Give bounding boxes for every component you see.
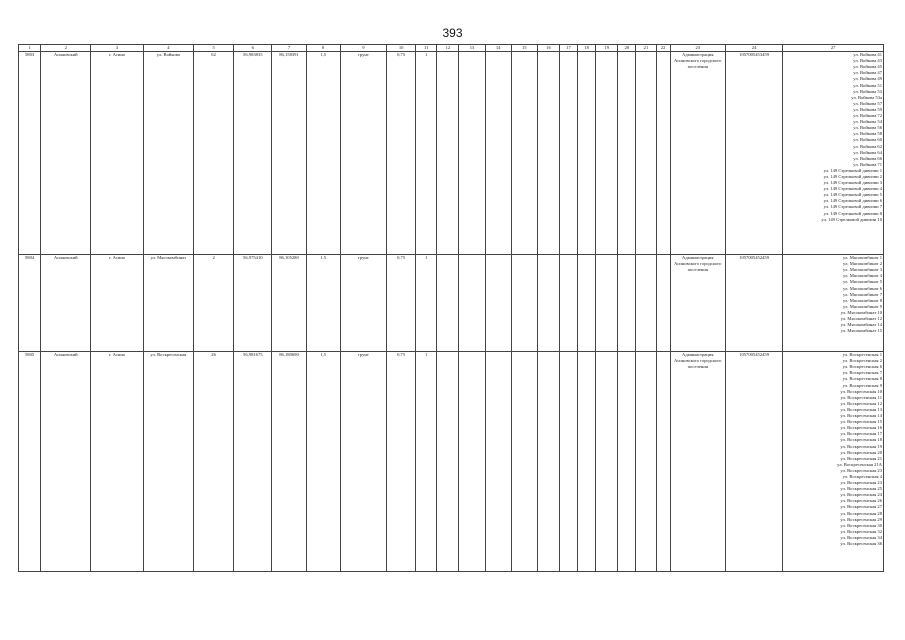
table-cell bbox=[537, 255, 559, 352]
table-cell: 5804 bbox=[19, 255, 41, 352]
column-number: 9 bbox=[340, 45, 386, 52]
address-line: ул. Воскресенская 23 bbox=[840, 467, 882, 473]
table-cell bbox=[636, 52, 656, 255]
table-cell: 5805 bbox=[19, 352, 41, 572]
table-cell: 1 bbox=[416, 352, 437, 572]
table-cell bbox=[636, 255, 656, 352]
address-line: ул. Мясокомбинат 2 bbox=[843, 261, 882, 267]
table-cell bbox=[618, 255, 636, 352]
table-cell: 0,75 bbox=[387, 255, 416, 352]
table-cell: 1 bbox=[416, 52, 437, 255]
table-cell: 56,975410 bbox=[234, 255, 272, 352]
column-number: 17 bbox=[560, 45, 578, 52]
address-line: ул. Войкова 43 bbox=[853, 58, 882, 64]
address-line: ул. 149 Стрелковой дивизии 3 bbox=[823, 180, 882, 186]
table-cell: ул. Воскресенская bbox=[143, 352, 193, 572]
address-line: ул. Мясокомбинат 14 bbox=[840, 322, 882, 328]
table-cell: 1 bbox=[416, 255, 437, 352]
address-line: ул. Воскресенская 2 bbox=[842, 358, 882, 364]
table-cell bbox=[636, 352, 656, 572]
table-cell bbox=[578, 52, 596, 255]
column-number: 19 bbox=[596, 45, 618, 52]
table-cell bbox=[537, 352, 559, 572]
address-line: ул. Войкова 47 bbox=[853, 70, 882, 76]
address-line: ул. Воскресенская 16 bbox=[840, 425, 882, 431]
column-number: 14 bbox=[485, 45, 511, 52]
table-cell: 1057005452459 bbox=[725, 255, 782, 352]
address-line: ул. Войкова 49 bbox=[853, 76, 882, 82]
address-line: ул. Воскресенская 23 bbox=[840, 480, 882, 486]
table-cell bbox=[596, 52, 618, 255]
table-cell: грунт bbox=[340, 255, 386, 352]
table-cell: ул. Войкова bbox=[143, 52, 193, 255]
column-number: 24 bbox=[725, 45, 782, 52]
column-number: 8 bbox=[306, 45, 340, 52]
address-line: ул. Воскресенская 11 bbox=[840, 394, 882, 400]
address-line: ул. Мясокомбинат 9 bbox=[843, 303, 882, 309]
address-line: ул. Войкова 53а bbox=[851, 94, 882, 100]
address-line: ул. Войкова 60 bbox=[853, 137, 882, 143]
address-line: ул. Воскресенская 29 bbox=[840, 516, 882, 522]
address-line: ул. Мясокомбинат 1 bbox=[843, 255, 882, 261]
address-line: ул. Воскресенская 9 bbox=[842, 382, 882, 388]
column-number: 1 bbox=[19, 45, 41, 52]
address-line: ул. Воскресенская 12 bbox=[840, 400, 882, 406]
table-cell bbox=[578, 255, 596, 352]
table-cell: 5803 bbox=[19, 52, 41, 255]
table-cell bbox=[485, 352, 511, 572]
address-line: ул. 149 Стрелковой дивизии 7 bbox=[823, 204, 882, 210]
table-cell: Асиновский bbox=[41, 255, 91, 352]
table-cell: 1,5 bbox=[306, 52, 340, 255]
address-line: ул. 149 Стрелковой дивизии 4 bbox=[823, 186, 882, 192]
address-line: ул. Войкова 56 bbox=[853, 125, 882, 131]
column-number: 27 bbox=[783, 45, 884, 52]
address-line: ул. Воскресенская 13 bbox=[840, 406, 882, 412]
table-cell bbox=[560, 352, 578, 572]
table-cell bbox=[485, 52, 511, 255]
address-line: ул. Воскресенская 18 bbox=[840, 437, 882, 443]
address-line: ул. Мясокомбинат 7 bbox=[843, 291, 882, 297]
address-line: ул. Воскресенская 8 bbox=[842, 376, 882, 382]
table-cell: ул. Мясокомбинат bbox=[143, 255, 193, 352]
table-cell: 86,158391 bbox=[272, 52, 306, 255]
address-line: ул. Воскресенская 24 bbox=[840, 492, 882, 498]
table-cell bbox=[578, 352, 596, 572]
address-line: ул. Воскресенская 7 bbox=[842, 370, 882, 376]
table-cell: 56,981675 bbox=[234, 352, 272, 572]
table-cell bbox=[618, 52, 636, 255]
table-cell bbox=[459, 255, 485, 352]
address-line: ул. Войкова 66 bbox=[853, 155, 882, 161]
column-number: 10 bbox=[387, 45, 416, 52]
address-line: ул. Войкова 58 bbox=[853, 131, 882, 137]
address-line: ул. Воскресенская 1 bbox=[842, 352, 882, 358]
column-number: 20 bbox=[618, 45, 636, 52]
column-number-row bbox=[19, 45, 884, 52]
table-cell: г. Асино bbox=[91, 352, 143, 572]
address-line: ул. Мясокомбинат 12 bbox=[840, 316, 882, 322]
address-list-cell bbox=[783, 52, 884, 255]
address-line: ул. Мясокомбинат 15 bbox=[840, 328, 882, 334]
address-list-cell bbox=[783, 255, 884, 352]
column-number: 4 bbox=[143, 45, 193, 52]
address-line: ул. Воскресенская 34 bbox=[840, 534, 882, 540]
address-line: ул. Мясокомбинат 5 bbox=[843, 279, 882, 285]
registry-table bbox=[18, 44, 884, 572]
table-cell: грунт bbox=[340, 52, 386, 255]
table-cell: Асиновский bbox=[41, 352, 91, 572]
column-number: 22 bbox=[656, 45, 670, 52]
column-number: 3 bbox=[91, 45, 143, 52]
page-number: 393 bbox=[442, 26, 463, 40]
address-line: ул. Войкова 62 bbox=[853, 143, 882, 149]
table-cell bbox=[437, 255, 459, 352]
column-number: 11 bbox=[416, 45, 437, 52]
address-line: ул. Мясокомбинат 6 bbox=[843, 285, 882, 291]
table-cell: 0,75 bbox=[387, 52, 416, 255]
column-number: 21 bbox=[636, 45, 656, 52]
address-line: ул. Воскресенская 26 bbox=[840, 498, 882, 504]
address-line: ул. Воскресенская 14 bbox=[840, 413, 882, 419]
address-line: ул. Войкова 59 bbox=[853, 106, 882, 112]
address-line: ул. Войкова 64 bbox=[853, 149, 882, 155]
address-line: ул. Воскресенская 32 bbox=[840, 528, 882, 534]
table-cell bbox=[656, 352, 670, 572]
address-line: ул. Воскресенская 20 bbox=[840, 449, 882, 455]
table-cell: 0,75 bbox=[387, 352, 416, 572]
address-line: ул. 149 Стрелковой дивизии 8 bbox=[823, 210, 882, 216]
table-row bbox=[19, 255, 884, 352]
table-cell bbox=[459, 352, 485, 572]
column-number: 7 bbox=[272, 45, 306, 52]
table-cell bbox=[656, 52, 670, 255]
address-line: ул. Войкова 41 bbox=[853, 52, 882, 58]
address-line: ул. Мясокомбинат 8 bbox=[843, 297, 882, 303]
address-line: ул. Войкова 45 bbox=[853, 64, 882, 70]
table-cell: 1057005452459 bbox=[725, 352, 782, 572]
table-cell bbox=[618, 352, 636, 572]
table-cell bbox=[437, 352, 459, 572]
column-number: 6 bbox=[234, 45, 272, 52]
address-line: ул. Воскресенская 4 bbox=[842, 473, 882, 479]
table-cell bbox=[459, 52, 485, 255]
table-cell bbox=[656, 255, 670, 352]
address-line: ул. Воскресенская 19 bbox=[840, 443, 882, 449]
address-line: ул. Войкова 54 bbox=[853, 119, 882, 125]
table-cell bbox=[596, 255, 618, 352]
column-number: 12 bbox=[437, 45, 459, 52]
column-number: 15 bbox=[511, 45, 537, 52]
table-cell: 1,5 bbox=[306, 255, 340, 352]
table-cell: 86,180690 bbox=[272, 352, 306, 572]
table-cell: Асиновский bbox=[41, 52, 91, 255]
address-line: ул. Войкова 53 bbox=[853, 88, 882, 94]
owner-cell: Администрация Асиновского городского поселения bbox=[670, 52, 725, 255]
column-number: 16 bbox=[537, 45, 559, 52]
table-row bbox=[19, 52, 884, 255]
address-line: ул. 149 Стрелковой дивизии 2 bbox=[823, 173, 882, 179]
address-line: ул. Воскресенская 30 bbox=[840, 522, 882, 528]
owner-cell: Администрация Асиновского городского поселения bbox=[670, 352, 725, 572]
column-number: 18 bbox=[578, 45, 596, 52]
address-line: ул. 149 Стрелковой дивизии 1 bbox=[823, 167, 882, 173]
column-number: 13 bbox=[459, 45, 485, 52]
address-line: ул. Воскресенская 17 bbox=[840, 431, 882, 437]
address-line: ул. Мясокомбинат 4 bbox=[843, 273, 882, 279]
address-line: ул. 149 Стрелковой дивизии 10 bbox=[821, 216, 882, 222]
column-number: 2 bbox=[41, 45, 91, 52]
address-line: ул. Воскресенская 25 bbox=[840, 486, 882, 492]
address-line: ул. Воскресенская 27 bbox=[840, 504, 882, 510]
address-line: ул. Воскресенская 21А bbox=[837, 461, 882, 467]
table-cell bbox=[437, 52, 459, 255]
table-cell bbox=[560, 52, 578, 255]
table-cell: г. Асино bbox=[91, 255, 143, 352]
table-cell bbox=[511, 255, 537, 352]
table-row bbox=[19, 352, 884, 572]
address-line: ул. 149 Стрелковой дивизии 6 bbox=[823, 198, 882, 204]
address-line: ул. Мясокомбинат 10 bbox=[840, 309, 882, 315]
table-cell: г. Асино bbox=[91, 52, 143, 255]
owner-cell: Администрация Асиновского городского поселения bbox=[670, 255, 725, 352]
address-line: ул. Мясокомбинат 3 bbox=[843, 267, 882, 273]
column-number: 23 bbox=[670, 45, 725, 52]
address-line: ул. Воскресенская 10 bbox=[840, 388, 882, 394]
table-cell: 1057005453459 bbox=[725, 52, 782, 255]
table-cell: 26 bbox=[193, 352, 233, 572]
address-line: ул. Войкова 51 bbox=[853, 82, 882, 88]
table-cell bbox=[596, 352, 618, 572]
address-line: ул. 149 Стрелковой дивизии 5 bbox=[823, 192, 882, 198]
table-cell: 2 bbox=[193, 255, 233, 352]
address-list-cell bbox=[783, 352, 884, 572]
table-cell bbox=[485, 255, 511, 352]
address-line: ул. Воскресенская 6 bbox=[842, 364, 882, 370]
table-cell: грунт bbox=[340, 352, 386, 572]
address-line: ул. Воскресенская 36 bbox=[840, 541, 882, 546]
table-cell: 1,5 bbox=[306, 352, 340, 572]
column-number: 5 bbox=[193, 45, 233, 52]
table-cell bbox=[511, 352, 537, 572]
table-cell bbox=[560, 255, 578, 352]
address-line: ул. Воскресенская 21 bbox=[840, 455, 882, 461]
address-line: ул. Войкова 57 bbox=[853, 100, 882, 106]
table-cell bbox=[511, 52, 537, 255]
address-line: ул. Войкова 72 bbox=[853, 113, 882, 119]
table-cell: 62 bbox=[193, 52, 233, 255]
address-line: ул. Воскресенская 28 bbox=[840, 510, 882, 516]
table-cell: 86,105280 bbox=[272, 255, 306, 352]
table-cell bbox=[537, 52, 559, 255]
address-line: ул. Войкова 71 bbox=[853, 161, 882, 167]
address-line: ул. Воскресенская 15 bbox=[840, 419, 882, 425]
table-cell: 56,983835 bbox=[234, 52, 272, 255]
